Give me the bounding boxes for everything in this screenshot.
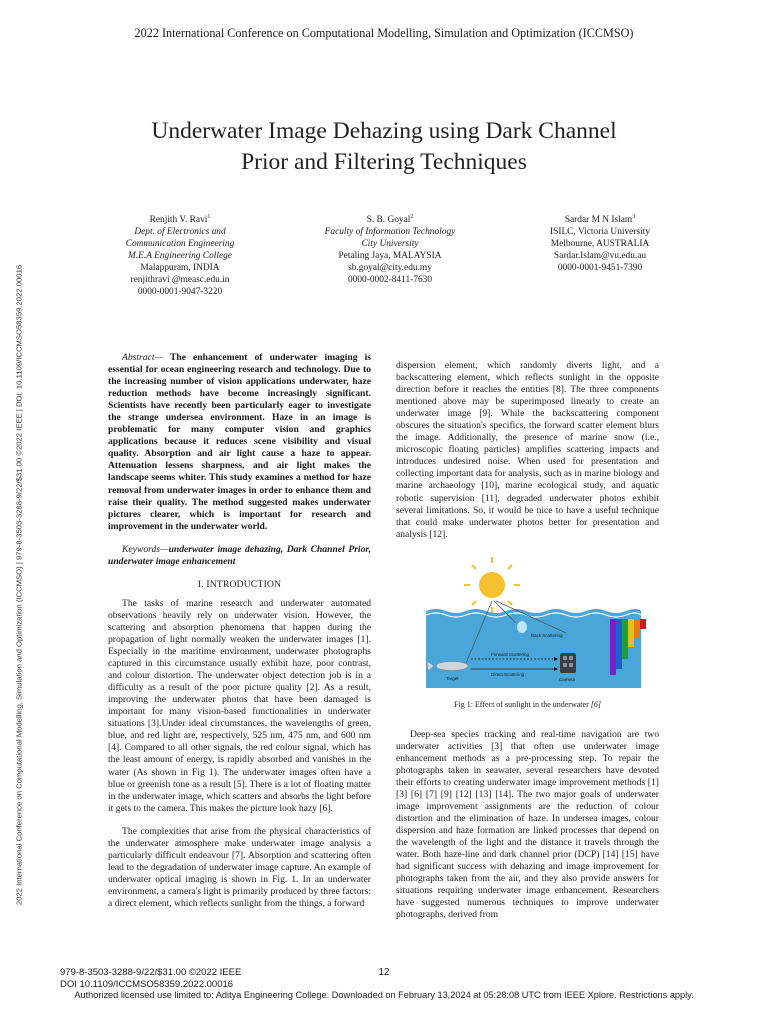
title-line-1: Underwater Image Dehazing using Dark Channel [151, 118, 617, 144]
label-camera: Camera [559, 676, 576, 682]
figure-1 [396, 553, 659, 711]
body-paragraph: The tasks of marine research and underwater automated observations heavily rely on underwater vision. However, the scattering and absorption phenomena that happen during the propagation of light normally weaken the underwater images [1]. Especially in the maritime environment, underwater photographs captured in this circumstance usually exhibit haze, poor contrast, and colour distortion. The underwater object detection job is in a difficulty as a result of the poor picture quality [2]. As a result, improving the underwater photos that have been damaged is important for many vision-based functionalities in underwater situations [3].Under ideal circumstances, the wavelengths of green, blue, and red light are, respectively, 525 nm, 475 nm, and 600 nm [4]. Compared to all other signals, the red colour signal, which has the least amount of energy, is rapidly absorbed and vanishes in the water (As shown in Fig 1). The underwater images often have a blue or greenish tone as a result [5]. There is a lot of floating matter in the underwater image, which scatters and absorbs the light before it gets to the camera. This makes the picture look hazy [6]. [108, 597, 371, 814]
author-email: renjithravi @measc.edu.in [130, 274, 230, 285]
author-2: S. B. Goyal$^2$ Faculty of Information Technology City University Petaling Jaya, MALAYSIA sb.goyal@city.edu.my 0000-0002-8411-7630 [290, 212, 490, 287]
label-target: Target [446, 675, 459, 681]
paper-title [60, 116, 708, 178]
label-forward-scattering: Forward Scattering [491, 651, 530, 657]
left-column [108, 352, 371, 921]
author-orcid: 0000-0002-8411-7630 [347, 274, 433, 285]
conference-header: 2022 International Conference on Computational Modelling, Simulation and Optimization (ICCMSO) [134, 26, 634, 40]
underwater-light-diagram [396, 553, 659, 693]
footer-isbn: 979-8-3503-3288-9/22/$31.00 ©2022 IEEE [60, 967, 242, 978]
author-orcid: 0000-0001-9451-7390 [557, 262, 643, 273]
author-block [80, 212, 700, 302]
right-column [396, 360, 659, 933]
author-affiliation: Communication Engineering [125, 238, 235, 249]
author-affiliation: ISILC, Victoria University [549, 227, 651, 238]
side-identifier-text: 2022 International Conference on Computational Modelling, Simulation and Optimization (ICCMSO) | 979-8-3503-3288-9/22/$31.00 ©2022 IEEE | DOI: 10.1109/ICCMSO58359.2022.00016 [14, 264, 24, 906]
author-affiliation: City University [361, 238, 419, 249]
label-back-scattering: Back Scattering [531, 632, 563, 638]
side-identifier-strip [12, 160, 26, 1010]
footer-doi: DOI 10.1109/ICCMSO58359.2022.00016 [60, 978, 234, 990]
author-affiliation: Dept. of Electronics and [134, 227, 226, 238]
keywords-lead: Keywords— [122, 543, 169, 555]
particle-icon [517, 621, 527, 633]
author-name: Sardar M N Islam [564, 215, 633, 226]
abstract-text: The enhancement of underwater imaging is essential for ocean engineering research and technology. Due to the increasing number of vision applications underwater, haze reduction methods have become increasingly significant. Scientists have recently been particularly eager to investigate the strange undersea environment. Haze in an image is problematic for many computer vision and graphics applications because it reduces scene visibility and visual quality. Absorption and air light cause a haze to appear. Attenuation lessens sharpness, and air light makes the landscape seems whiter. This study examines a method for haze removal from underwater images in order to enhance them and raise their quality. The method suggested makes underwater pictures clearer, which is important for research and improvement in the underwater world. [108, 352, 371, 532]
author-email: Sardar.Islam@vu.edu.au [553, 250, 647, 261]
keywords [108, 544, 371, 568]
author-1: Renjith V. Ravi$^1$ Dept. of Electronics and Communication Engineering M.E.A Engineering College Malappuram, INDIA renjithravi @measc.edu.in 0000-0001-9047-3220 [80, 212, 280, 298]
body-paragraph: Deep-sea species tracking and real-time navigation are two underwater activities [3] that often use underwater image enhancement methods as a pre-processing step. To repair the photographs taken in seawater, several researchers have devoted their efforts to creating underwater image improvement methods [1] [3] [6] [7] [9] [12] [13] [14]. The two major goals of underwater image improvement assignments are the reduction of colour distortion and the elimination of haze. In undersea images, colour dispersion and haze formation are linked processes that depend on the wavelength of the light and the distance it travels through the water. Both haze-line and dark channel prior (DCP) [14] [15] have had significant success with dehazing and image improvement for photographs taken from the air, and they also provide answers for situations requiring underwater image enhancement. Researchers have suggested numerous techniques to improve underwater photographs, derived from [396, 728, 659, 921]
author-3: Sardar M N Islam$^3$ ISILC, Victoria University Melbourne, AUSTRALIA Sardar.Islam@vu.edu.au 0000-0001-9451-7390 [500, 212, 700, 275]
body-paragraph: dispersion element, which randomly diverts light, and a backscattering element, which reflects sunlight in the opposite direction before it reaches the entities [8]. The three components mentioned above may be superimposed linearly to create an underwater image [9]. While the backscattering component obscures the situation's specifics, the forward scatter element blurs the image. Additionally, the presence of marine snow (i.e., microscopic floating particles) amplifies scattering impacts and introduces undesired noise. When used for presentation and collecting important data for analysis, such as in marine biology and marine archaeology [10], marine ecological study, and aquatic robotic supervision [11], degraded underwater photos exhibit several limitations. So, it would be nice to have a useful technique that could make underwater photos better for presentation and analysis [12]. [396, 360, 659, 540]
label-direct-scattering: Direct Scattering [491, 671, 525, 677]
author-orcid: 0000-0001-9047-3220 [137, 286, 223, 297]
author-name: S. B. Goyal [366, 215, 411, 226]
author-affiliation: M.E.A Engineering College [128, 250, 232, 261]
abstract [108, 352, 371, 533]
section-heading-introduction: I. INTRODUCTION [197, 578, 282, 590]
keywords-text: underwater image dehazing, Dark Channel Prior, underwater image enhancement [108, 543, 371, 567]
camera-icon [560, 653, 576, 673]
abstract-lead: Abstract— [122, 352, 164, 363]
figure-caption-ref: [6] [590, 699, 601, 709]
authorized-use-notice: Authorized licensed use limited to: Aditya Engineering College. Downloaded on February 13,2024 at 05:28:08 UTC from IEEE Xplore. Restrictions apply. [74, 990, 694, 1000]
author-location: Melbourne, AUSTRALIA [550, 238, 650, 249]
body-paragraph: The complexities that arise from the physical characteristics of the underwater atmosphere make underwater image analysis a particularly difficult endeavour [7]. Absorption and scattering often lead to the degradation of underwater image capture. An example of underwater optical imaging is shown in Fig. 1. In an underwater environment, a camera's light is primarily produced by three factors: a direct element, which reflects sunlight from the things, a forward [108, 825, 371, 909]
title-line-2: Prior and Filtering Techniques [241, 149, 527, 175]
author-location: Petaling Jaya, MALAYSIA [338, 250, 442, 261]
page-number: 12 [378, 967, 390, 978]
author-affiliation: Faculty of Information Technology [324, 227, 456, 238]
figure-caption: Fig 1: Effect of sunlight in the underwater [6] [454, 699, 601, 709]
author-location: Malappuram, INDIA [140, 262, 220, 273]
author-email: sb.goyal@city.edu.my [348, 262, 432, 273]
author-name: Renjith V. Ravi [149, 215, 208, 226]
